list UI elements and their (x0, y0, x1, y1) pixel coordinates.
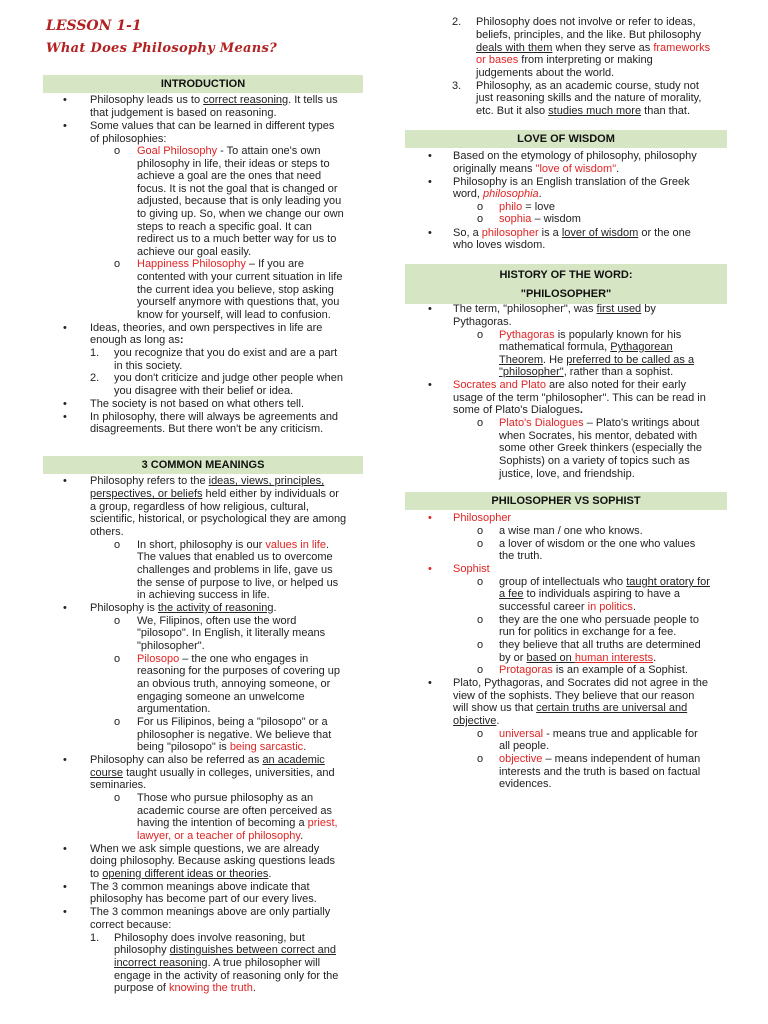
right-line: Philosophy does not involve or refer to ideas, (476, 16, 696, 28)
history-line: Pythagoras is popularly known for his (499, 329, 682, 341)
bullet-icon: • (63, 398, 67, 410)
vs-line: view of the sophists. They believe that our reason (453, 690, 695, 702)
bullet-icon: • (428, 563, 432, 575)
right-line: deals with them when they serve as frameworks (476, 42, 711, 54)
section-header-philosopher-vs-sophist: PHILOSOPHER VS SOPHIST (405, 492, 727, 510)
vs-line: they are the one who persuade people to (499, 614, 699, 626)
history-line: mathematical formula, Pythagorean (499, 341, 673, 353)
happiness-philosophy-line: Happiness Philosophy – If you are (137, 258, 304, 270)
number-label: 1. (90, 347, 100, 359)
sub-bullet-icon: o (477, 213, 484, 225)
sub-bullet-icon: o (477, 728, 484, 740)
bullet-icon: • (63, 322, 67, 334)
meaning-line: being "pilosopo" is being sarcastic. (137, 741, 307, 753)
sub-bullet-icon: o (477, 576, 484, 588)
meaning-line: "pilosopo". In English, it literally means (137, 627, 326, 639)
vs-line: objective. (453, 715, 500, 727)
vs-line: run for politics in exchange for a fee. (499, 626, 677, 638)
vs-line: Plato, Pythagoras, and Socrates did not agree in the (453, 677, 708, 689)
love-line: philo = love (499, 201, 555, 213)
right-line: etc. But it also studies much more than that. (476, 105, 691, 117)
meaning-line: the sense of purpose to live, or helped us (137, 577, 339, 589)
meaning-line: Those who pursue philosophy as an (137, 792, 314, 804)
bullet-icon: • (428, 150, 432, 162)
happy-line: know for yourself, will lead to confusion. (137, 309, 331, 321)
history-line: Plato's Dialogues – Plato's writings about (499, 417, 700, 429)
meaning-line: an obvious truth, annoying someone, or (137, 678, 331, 690)
bullet-icon: • (63, 94, 67, 106)
goal-line: to giving up. So, when we change our own (137, 208, 344, 220)
meaning-line: "philosopher". (137, 640, 205, 652)
meaning-line: scientific, historical, or psychological they are among (90, 513, 347, 525)
meaning-line: engage in the activity of reasoning only for the (114, 970, 339, 982)
vs-line: the truth. (499, 550, 543, 562)
meaning-line: Philosophy is the activity of reasoning. (90, 602, 277, 614)
meaning-line: philosophy has become part of our every lives. (90, 893, 317, 905)
history-line: Sophists) on a variety of topics such as (499, 455, 690, 467)
bullet-icon: • (63, 475, 67, 487)
bullet-icon: • (63, 906, 67, 918)
meaning-line: others. (90, 526, 124, 538)
sub-bullet-icon: o (114, 615, 121, 627)
bullet-icon: • (428, 677, 432, 689)
intro-line: disagreements. But there won't be any criticism. (90, 423, 324, 435)
love-line: Based on the etymology of philosophy, philosophy (453, 150, 697, 162)
bullet-icon: • (63, 411, 67, 423)
bullet-icon: • (428, 303, 432, 315)
vs-line: by or based on human interests. (499, 652, 657, 664)
history-line: usage of the term "philosopher". This can be read in (453, 392, 706, 404)
vs-line: they believe that all truths are determined (499, 639, 701, 651)
meaning-line: Philosophy can also be referred as an academic (90, 754, 325, 766)
right-line: just reasoning skills and the nature of morality, (476, 92, 702, 104)
vs-line: a lover of wisdom or the one who values (499, 538, 696, 550)
vs-line: Protagoras is an example of a Sophist. (499, 664, 688, 676)
vs-line: evidences. (499, 778, 552, 790)
vs-line: successful career in politics. (499, 601, 636, 613)
love-line: originally means "love of wisdom". (453, 163, 620, 175)
meaning-line: In short, philosophy is our values in life. (137, 539, 330, 551)
meaning-line: The 3 common meanings above are only partially (90, 906, 331, 918)
bullet-icon: • (428, 227, 432, 239)
vs-line: universal - means true and applicable for (499, 728, 698, 740)
section-header-love-of-wisdom: LOVE OF WISDOM (405, 130, 727, 148)
happy-line: contented with your current situation in life (137, 271, 343, 283)
meaning-line: doing philosophy. Because asking questions leads (90, 855, 336, 867)
sub-bullet-icon: o (477, 201, 484, 213)
history-line: "philosopher", rather than a sophist. (499, 366, 674, 378)
meaning-line: The values that enabled us to overcome (137, 551, 333, 563)
sub-bullet-icon: o (477, 538, 484, 550)
right-line: Philosophy, as an academic course, study not (476, 80, 699, 92)
number-label: 2. (90, 372, 100, 384)
vs-line: a wise man / one who knows. (499, 525, 643, 537)
meaning-line: engaging someone an unwelcome (137, 691, 305, 703)
history-line: when Socrates, his mentor, debated with (499, 430, 698, 442)
intro-line: of philosophies: (90, 133, 167, 145)
meaning-line: argumentation. (137, 703, 211, 715)
sub-bullet-icon: o (114, 145, 121, 157)
history-line: some of Plato's Dialogues. (453, 404, 583, 416)
vs-line: all people. (499, 740, 550, 752)
history-line: Socrates and Plato are also noted for their early (453, 379, 686, 391)
sub-bullet-icon: o (477, 614, 484, 626)
sub-bullet-icon: o (114, 716, 121, 728)
intro-line: you recognize that you do exist and are a part (114, 347, 338, 359)
sub-bullet-icon: o (477, 639, 484, 651)
meaning-line: having the intention of becoming a priest, (137, 817, 338, 829)
love-line: sophia – wisdom (499, 213, 581, 225)
goal-line: redirect us to a much better way for us to (137, 233, 337, 245)
meaning-line: academic course are often perceived as (137, 805, 333, 817)
meaning-line: When we ask simple questions, we are already (90, 843, 320, 855)
goal-line: steps to reach a specific goal. It can (137, 221, 312, 233)
bullet-icon: • (63, 120, 67, 132)
bullet-icon: • (63, 602, 67, 614)
meaning-line: course taught usually in colleges, universities, and (90, 767, 335, 779)
goal-line: philosophy in life, their ideas or steps to (137, 158, 330, 170)
intro-line: In philosophy, there will always be agreements and (90, 411, 339, 423)
meaning-line: philosophy distinguishes between correct and (114, 944, 336, 956)
vs-line: will show us that certain truths are universal and (453, 702, 688, 714)
vs-line: a fee to individuals aspiring to have a (499, 588, 681, 600)
sub-bullet-icon: o (477, 329, 484, 341)
bullet-icon: • (428, 176, 432, 188)
intro-line: The society is not based on what others tell. (90, 398, 305, 410)
sub-bullet-icon: o (114, 539, 121, 551)
right-line: judgements about the world. (476, 67, 615, 79)
sub-bullet-icon: o (114, 258, 121, 270)
meaning-line: a group, regardless of how religious, cultural, (90, 501, 309, 513)
intro-line: Philosophy leads us to correct reasoning. It tells us (90, 94, 338, 106)
right-line: or bases from interpreting or making (476, 54, 653, 66)
sub-bullet-icon: o (477, 753, 484, 765)
sub-bullet-icon: o (114, 653, 121, 665)
sub-bullet-icon: o (114, 792, 121, 804)
vs-line: Philosopher (453, 512, 512, 524)
meaning-line: Philosophy does involve reasoning, but (114, 932, 305, 944)
meaning-line: lawyer, or a teacher of philosophy. (137, 830, 304, 842)
history-line: some other Greek thinkers (especially the (499, 442, 702, 454)
number-label: 1. (90, 932, 100, 944)
lesson-title: What Does Philosophy Means? (46, 41, 278, 56)
vs-line: group of intellectuals who taught oratory for (499, 576, 710, 588)
bullet-icon: • (428, 379, 432, 391)
intro-line: Some values that can be learned in different types (90, 120, 335, 132)
meaning-line: We, Filipinos, often use the word (137, 615, 297, 627)
meaning-line: challenges and problems in life, gave us (137, 564, 333, 576)
goal-line: focus. It is not the goal that is changed or (137, 183, 338, 195)
meaning-line: to opening different ideas or theories. (90, 868, 272, 880)
bullet-icon: • (63, 881, 67, 893)
meaning-line: For us Filipinos, being a "pilosopo" or a (137, 716, 328, 728)
meaning-line: seminaries. (90, 779, 147, 791)
intro-line: you don't criticize and judge other people when (114, 372, 343, 384)
sub-bullet-icon: o (477, 417, 484, 429)
goal-philosophy-line: Goal Philosophy - To attain one's own (137, 145, 321, 157)
history-line: The term, "philosopher", was first used by (453, 303, 656, 315)
history-line: Pythagoras. (453, 316, 512, 328)
meaning-line: Pilosopo – the one who engages in (137, 653, 309, 665)
history-line: Theorem. He preferred to be called as a (499, 354, 695, 366)
intro-line: enough as long as: (90, 334, 184, 346)
meaning-line: perspectives, or beliefs held either by individuals or (90, 488, 339, 500)
bullet-icon: • (428, 512, 432, 524)
meaning-line: reasoning for the purposes of covering up (137, 665, 341, 677)
happy-line: the current idea you believe, stop asking (137, 284, 334, 296)
right-line: beliefs, principles, and the like. But philosophy (476, 29, 702, 41)
intro-line: in this society. (114, 360, 183, 372)
section-header-common-meanings: 3 COMMON MEANINGS (43, 456, 363, 474)
sub-bullet-icon: o (477, 664, 484, 676)
meaning-line: incorrect reasoning. A true philosopher will (114, 957, 321, 969)
meaning-line: Philosophy refers to the ideas, views, principles, (90, 475, 325, 487)
section-header-introduction: INTRODUCTION (43, 75, 363, 93)
history-line: justice, love, and friendship. (499, 468, 635, 480)
meaning-line: in achieving success in life. (137, 589, 270, 601)
bullet-icon: • (63, 843, 67, 855)
history-header-line1: HISTORY OF THE WORD: (499, 269, 633, 281)
sub-bullet-icon: o (477, 525, 484, 537)
meaning-line: correct because: (90, 919, 172, 931)
goal-line: achieve a goal are the ones that need (137, 170, 322, 182)
intro-line: Ideas, theories, and own perspectives in life are (90, 322, 323, 334)
goal-line: achieve our goal easily. (137, 246, 252, 258)
lesson-number: LESSON 1-1 (46, 18, 142, 34)
happy-line: yourself anymore with questions that, you (137, 296, 340, 308)
love-line: word, philosophia. (453, 188, 542, 200)
intro-line: you disagree with their belief or idea. (114, 385, 294, 397)
vs-line: objective – means independent of human (499, 753, 701, 765)
vs-line: Sophist (453, 563, 490, 575)
love-line: Philosophy is an English translation of the Greek (453, 176, 690, 188)
intro-line: that judgement is based on reasoning. (90, 107, 277, 119)
number-label: 3. (452, 80, 462, 92)
meaning-line: The 3 common meanings above indicate that (90, 881, 310, 893)
love-line: who loves wisdom. (453, 239, 546, 251)
section-header-history (405, 264, 727, 304)
bullet-icon: • (63, 754, 67, 766)
meaning-line: purpose of knowing the truth. (114, 982, 256, 994)
vs-line: interests and the truth is based on factual (499, 766, 701, 778)
love-line: So, a philosopher is a lover of wisdom or the one (453, 227, 691, 239)
history-header-line2: "PHILOSOPHER" (520, 288, 612, 300)
meaning-line: philosopher is negative. We believe that (137, 729, 332, 741)
goal-line: adjusted, because that is only leading you (137, 195, 342, 207)
number-label: 2. (452, 16, 462, 28)
